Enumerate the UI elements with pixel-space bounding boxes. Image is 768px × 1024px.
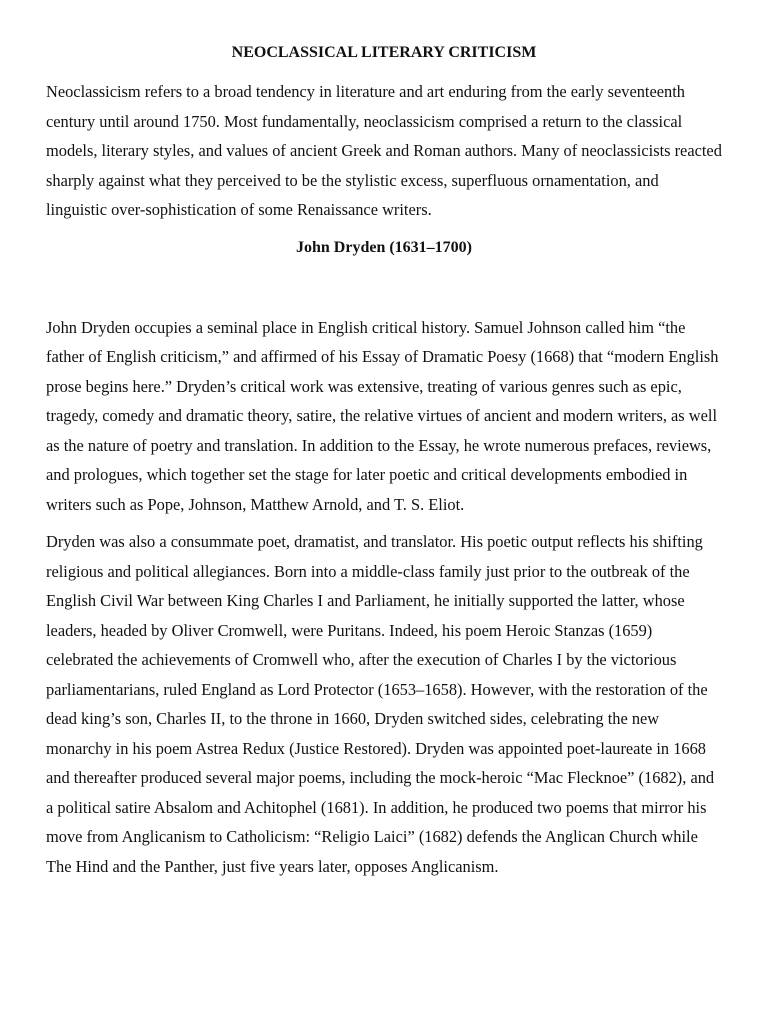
document-page: [46, 40, 722, 881]
intro-paragraph: Neoclassicism refers to a broad tendency in literature and art enduring from the early seventeenth century until around 1750. Most fundamentally, neoclassicism comprised a return to the classical models, literary styles, and values of ancient Greek and Roman authors. Many of neoclassicists reacted sharply against what they perceived to be the stylistic excess, superfluous ornamentation, and linguistic over-sophistication of some Renaissance writers.: [46, 82, 722, 219]
document-title: NEOCLASSICAL LITERARY CRITICISM: [231, 44, 537, 61]
body-paragraph-2: Dryden was also a consummate poet, dramatist, and translator. His poetic output reflects his shifting religious and political allegiances. Born into a middle-class family just prior to the outbreak of the English Civil War between King Charles I and Parliament, he initially supported the latter, whose leaders, headed by Oliver Cromwell, were Puritans. Indeed, his poem Heroic Stanzas (1659) celebrated the achievements of Cromwell who, after the execution of Charles I by the victorious parliamentarians, ruled England as Lord Protector (1653–1658). However, with the restoration of the dead king’s son, Charles II, to the throne in 1660, Dryden switched sides, celebrating the new monarchy in his poem Astrea Redux (Justice Restored). Dryden was appointed poet-laureate in 1668 and thereafter produced several major poems, including the mock-heroic “Mac Flecknoe” (1682), and a political satire Absalom and Achitophel (1681). In addition, he produced two poems that mirror his move from Anglicanism to Catholicism: “Religio Laici” (1682) defends the Anglican Church while The Hind and the Panther, just five years later, opposes Anglicanism.: [46, 532, 715, 876]
section-heading: John Dryden (1631–1700): [295, 238, 472, 256]
body-paragraph-1: John Dryden occupies a seminal place in English critical history. Samuel Johnson called him “the father of English criticism,” and affirmed of his Essay of Dramatic Poesy (1668) that “modern English prose begins here.” Dryden’s critical work was extensive, treating of various genres such as epic, tragedy, comedy and dramatic theory, satire, the relative virtues of ancient and modern writers, as well as the nature of poetry and translation. In addition to the Essay, he wrote numerous prefaces, reviews, and prologues, which together set the stage for later poetic and critical developments embodied in writers such as Pope, Johnson, Matthew Arnold, and T. S. Eliot.: [46, 317, 719, 514]
